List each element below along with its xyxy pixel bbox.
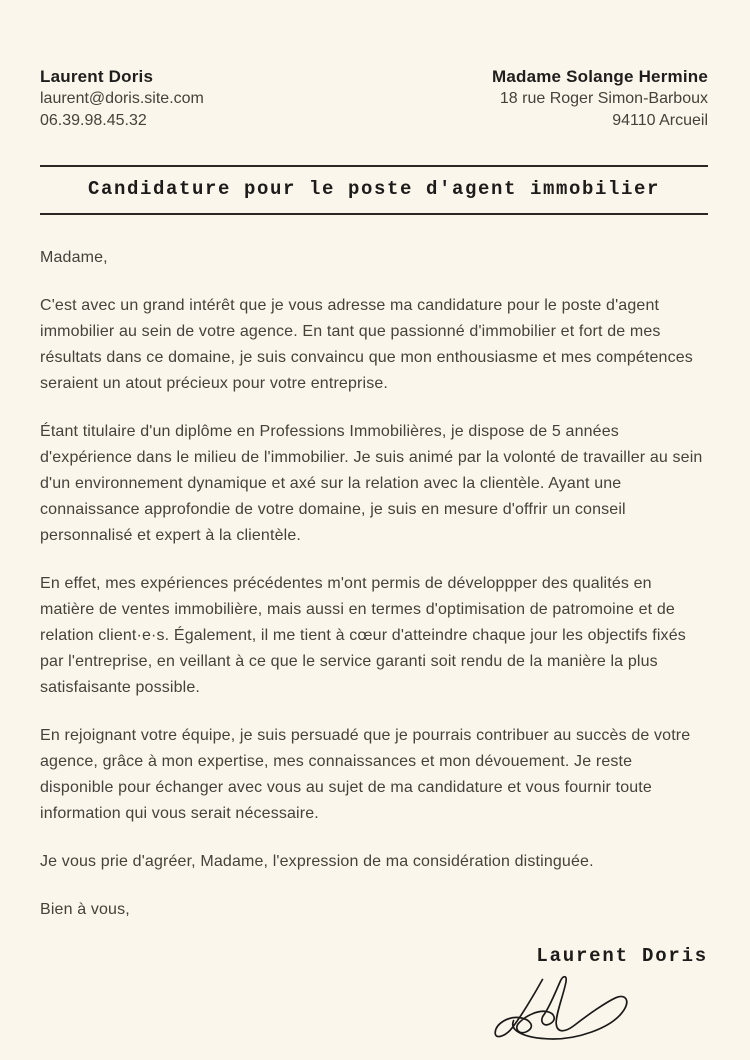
salutation: Madame, — [40, 249, 108, 266]
recipient-address-line1: 18 rue Roger Simon-Barboux — [499, 90, 708, 107]
signature-block — [40, 945, 708, 1054]
letter-paragraph: En rejoignant votre équipe, je suis persuadé que je pourrais contribuer au succès de votre agence, grâce à mon expertise, mes connaissances et mon dévouement. Je reste disponible pour échanger avec vous au sujet de ma candidature et vous fournir toute information qui vous serait nécessaire. — [40, 727, 691, 822]
sender-phone: 06.39.98.45.32 — [40, 111, 147, 129]
title-band — [40, 165, 708, 215]
letter-body — [40, 245, 708, 923]
letter-paragraph: En effet, mes expériences précédentes m'ont permis de développper des qualités en matière de ventes immobilière, mais aussi en termes d'optimisation de patromoine et de relation client·e·s. Également, il me tient à cœur d'atteindre chaque jour les objectifs fixés par l'entreprise, en veillant à ce que le service garanti soit rendu de la manière la plus satisfaisante possible. — [40, 575, 686, 696]
signature-name: Laurent Doris — [536, 945, 708, 967]
letter-title: Candidature pour le poste d'agent immobilier — [87, 178, 661, 200]
signature-icon — [480, 971, 640, 1049]
closing-line: Je vous prie d'agréer, Madame, l'expression de ma considération distinguée. — [40, 853, 594, 870]
recipient-name: Madame Solange Hermine — [491, 67, 708, 86]
sender-email: laurent@doris.site.com — [40, 90, 204, 107]
letter-paragraph: C'est avec un grand intérêt que je vous adresse ma candidature pour le poste d'agent immobilier au sein de votre agence. En tant que passionné d'immobilier et fort de mes résultats dans ce domaine, je suis convaincu que mon enthousiasme et mes compétences seraient un atout précieux pour votre entreprise. — [40, 297, 693, 392]
recipient-address-line2: 94110 Arcueil — [612, 111, 708, 129]
recipient-block — [492, 66, 708, 131]
sender-name: Laurent Doris — [40, 67, 154, 86]
valediction: Bien à vous, — [40, 901, 130, 918]
letter-paragraph: Étant titulaire d'un diplôme en Professions Immobilières, je dispose de 5 années d'expérience dans le milieu de l'immobilier. Je suis animé par la volonté de travailler au sein d'un environnement dynamique et axé sur la relation avec la clientèle. Ayant une connaissance approfondie de votre domaine, je suis en mesure d'offrir un conseil personnalisé et expert à la clientèle. — [40, 423, 703, 544]
letter-header — [40, 66, 708, 131]
sender-block — [40, 66, 204, 131]
